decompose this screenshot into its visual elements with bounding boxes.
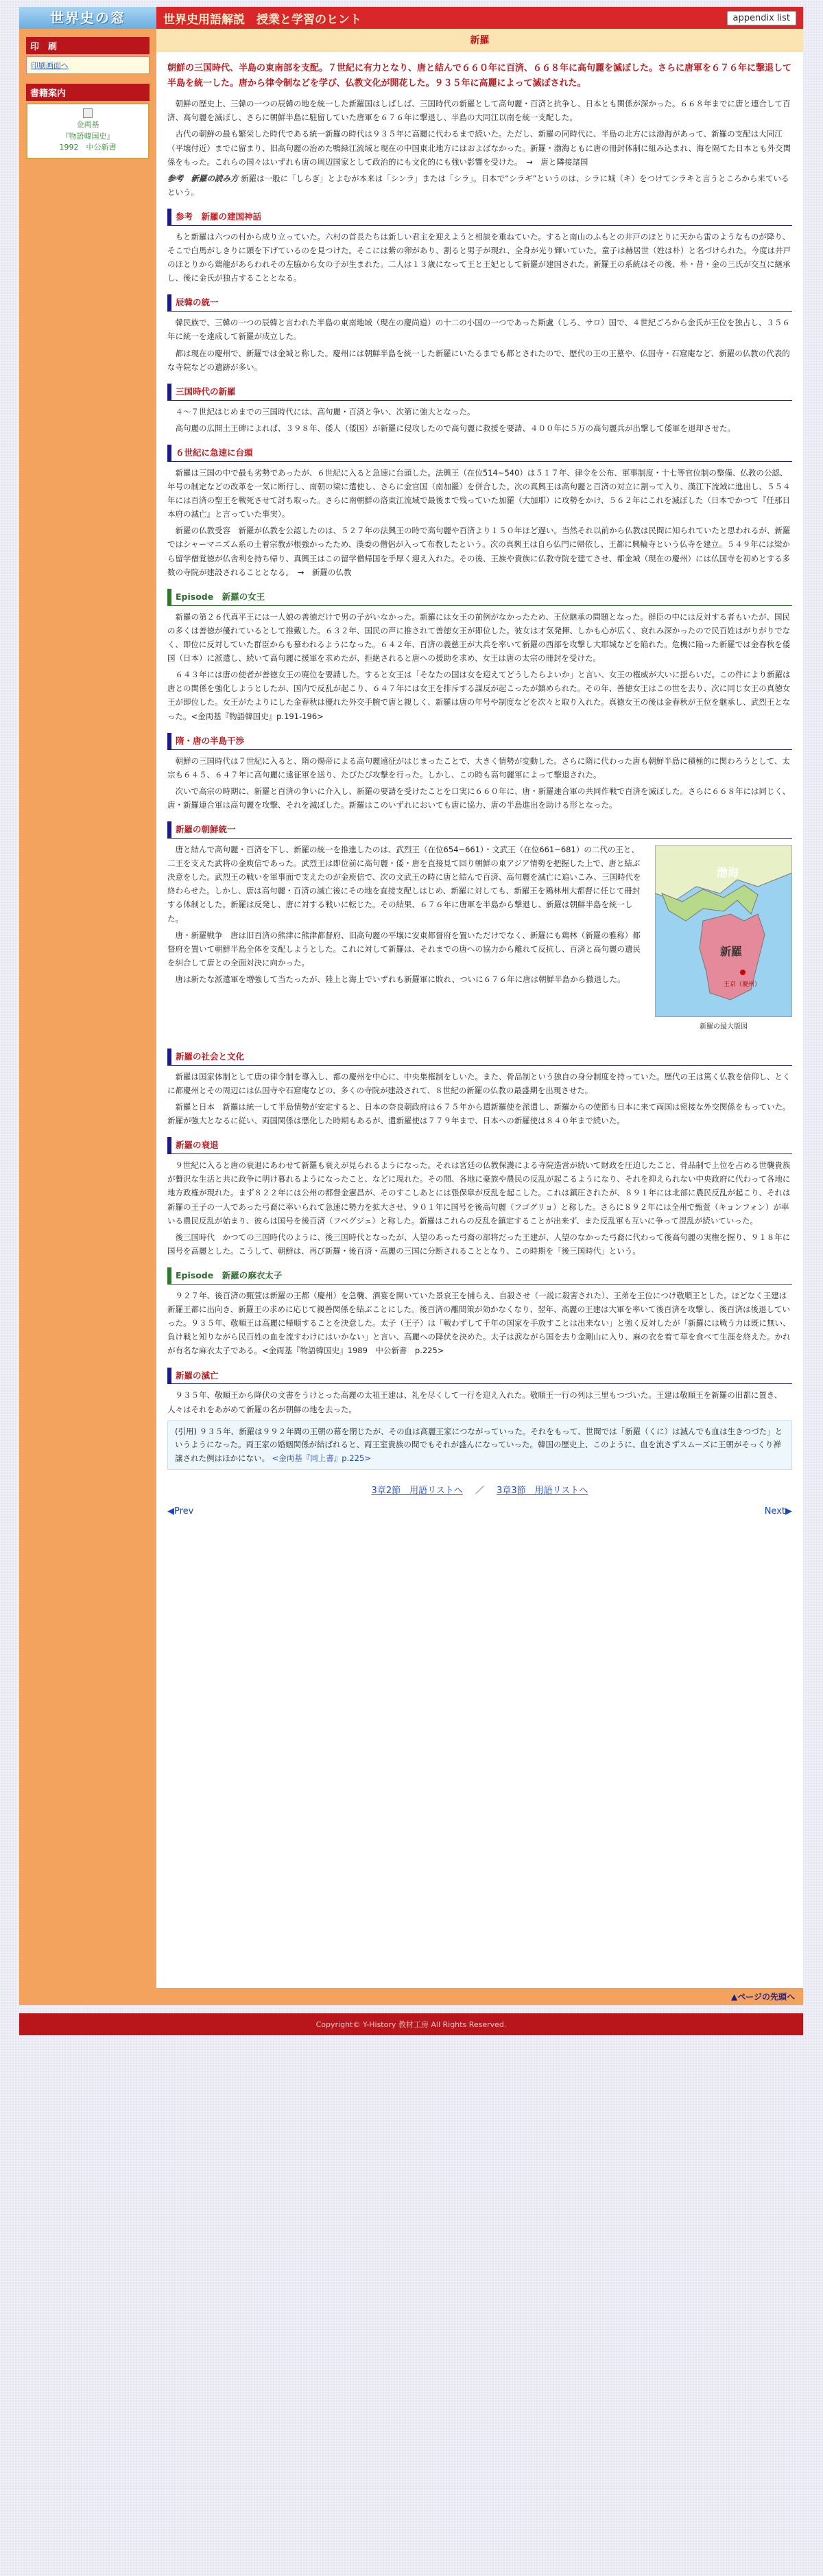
section-paragraph: 次いで高宗の時期に、新羅と百済の争いに介入し、新羅の要請を受けたことを口実に６６０年に、唐・新羅連合軍の共同作戦で百済を滅ぼした。さらに６６８年には同じく、唐・新羅連合軍は高句麗を攻撃、それを滅ぼした。新羅はこのいずれにおいても唐に協力、唐の半島進出を助ける形となった。: [167, 786, 791, 810]
section-paragraph: 高句麗の広開土王碑によれば、３９８年、倭人（倭国）が新羅に侵攻したので高句麗に救援を要請、４００年に５万の高句麗兵が出撃して倭軍を退却させた。: [175, 423, 735, 433]
section-heading: 新羅の社会と文化: [167, 1049, 792, 1066]
section-paragraph: 朝鮮の三国時代は７世紀に入ると、隋の煬帝による高句麗遠征がはじまったことで、大きく情勢が変動した。さらに隋に代わった唐も朝鮮半島に積極的に関わろうとして、太宗も６４５、６４７年に高句麗に遠征軍を送り、たびたび攻撃を行った。しかし、この時も高句麗軍によって撃退された。: [167, 756, 790, 780]
section-paragraph: 後三国時代 かつての三国時代のように、後三国時代となったが、人望のあった弓裔の部将だった王建が、人望のなかった弓裔に代わって後高句麗の実権を握り、９１８年に国号を高麗とした。こうして、朝鮮は、再び新羅・後百済・高麗の三国に分断されることとなり、この時期を「後三国時代」という。: [167, 1232, 791, 1256]
section-heading: 三国時代の新羅: [167, 384, 792, 401]
section-heading: 参考 新羅の建国神話: [167, 209, 792, 226]
prev-link[interactable]: ◀Prev: [167, 1506, 194, 1517]
print-link[interactable]: 印刷画面へ: [31, 61, 69, 70]
reading-note: [167, 172, 792, 199]
section-paragraph: 新羅の第２６代真平王には一人娘の善徳だけで男の子がいなかった。新羅には女王の前例がなかったため、王位継承の問題となった。群臣の中には反対する者もいたが、国民の多くは善徳が優れているとして推戴した。６３２年、国民の声に推されて善徳女王が即位した。彼女は才気発揮、しかも心が広く、哀れみ深かったので民百姓はがりがりでなく、即位に反対していた群臣からも慕われるようになった。６４２年、百済の義慈王が大兵を率いて新羅の西部を攻撃し大耶城などを陥れた。危機に陥った新羅では金春秋を倭国（日本）に派遣し、続いて高句麗に援軍を求めたが、拒絶されると唐への援助を求め、女王は唐の太宗の冊封を受けた。: [167, 611, 791, 664]
section-paragraph: 新羅は国家体制として唐の律令制を導入し、都の慶州を中心に、中央集権制をしいた。また、骨品制という独自の身分制度を持っていた。歴代の王は篤く仏教を信仰し、とくに都慶州とその周辺には仏国寺や石窟庵などの、多くの寺院が建設されて、８世紀の新羅の仏教の最盛期を出現させた。: [167, 1071, 791, 1095]
section-heading: ６世紀に急速に台頭: [167, 445, 792, 462]
section-heading: Episode 新羅の麻衣太子: [167, 1267, 792, 1285]
top-bar: [19, 7, 803, 29]
section-paragraph: 新羅の仏教受容 新羅が仏教を公認したのは、５２７年の法興王の時で高句麗や百済より１５０年ほど遅い。当然それ以前から仏教は民間に知られていたと思われるが、新羅ではシャーマニズム系の土着宗教が根強かったため、漢委の僧侶が入って布教したという。次の真興王は自ら仏門に帰依し、王都に興輪寺という仏寺を建立。５４９年には梁から留学僧覚徳が仏舎利を持ち帰り、真興王はこの留学僧帰国を手厚く迎え入れた。その後、王族や貴族に仏教寺院を建てさせ、都金城（現在の慶州）には仏国寺を初めとする多数の寺院が建設されることとなる。 → 新羅の仏教: [167, 526, 791, 577]
reading-note-label: 参考 新羅の読み方: [167, 173, 239, 183]
sidebar-print-box: [26, 56, 150, 74]
section-heading: 新羅の衰退: [167, 1137, 792, 1154]
page-title: 新羅: [156, 29, 803, 51]
section-paragraph: ９３５年、敬順王から降伏の文書をうけとった高麗の太祖王建は、礼を尽くして一行を迎え入れた。敬順王一行の列は三里もつづいた。王建は敬順王を新羅の旧都に置き、人々はそれをあがめて新羅の名が朝鮮の地を去った。: [167, 1390, 783, 1414]
section-paragraph: ６４３年には唐の使者が善徳女王の廃位を要請した。すると女王は「そなたの国は女を迎えてどうしたらよいか」と言い、女王の権威が大いに揺らいだ。この件により新羅は唐との関係を強化しようとしたが、国内で反乱が起こり、６４７年には女王を排斥する謀反が起こったが鎮められた。その年、善徳女王はこの世を去り、次に同じ女王の真徳女王が即位した。女王がたよりにした金春秋は優れた外交手腕で唐と親しく、新羅は唐の年号や制度などを次々と取り入れた。真徳女王の後は金春秋が王位を継承し、武烈王となった。<金両基『物語韓国史』p.191-196>: [167, 670, 791, 721]
site-logo[interactable]: 世界史の窓: [19, 7, 156, 29]
sections-container: [167, 209, 792, 1416]
nav-right-link[interactable]: 3章3節 用語リストへ: [497, 1486, 588, 1497]
section-heading: 隋・唐の半島干渉: [167, 733, 792, 750]
page-top-link[interactable]: ▲ページの先頭へ: [731, 1992, 795, 2002]
lead-summary: 朝鮮の三国時代、半島の東南部を支配。７世紀に有力となり、唐と結んで６６０年に百済、６６８年に高句麗を滅ぼした。さらに唐軍を６７６年に撃退して半島を統一した。唐から律令制などを学び、仏教文化が開花した。９３５年に高麗によって滅ぼされた。: [167, 63, 792, 89]
section-paragraph: 新羅は三国の中で最も劣勢であったが、６世紀に入ると急速に台頭した。法興王（在位514~540）は５１７年、律令を公布、軍事制度・十七等官位制の整備、仏教の公認、年号の制定などの改革を一気に断行し、南朝の梁に遣使し、さらに金官国（南加羅）を併合した。次の真興王は高句麗と百済の対立に割って入り、漢江下流域に進出し、５５４年には百済の聖王を戦死させて討ち取った。さらに南朝鮮の洛東江流域で最後まで残っていた加羅（大加耶）に攻勢をかけ、５６２年にこれを滅ぼした（日本でかつて『任那日本府の滅亡』と言っていた事実）。: [167, 467, 791, 519]
silla-map: [655, 845, 792, 1033]
section-paragraph: 唐と結んで高句麗・百済を下し、新羅の統一を推進したのは、武烈王（在位654~661）・文武王（在位661~681）の二代の王と、二王を支えた武将の金庾信であった。武烈王は即位前に高句麗・倭・唐を直接見て回り朝鮮の東アジア情勢を把握した上で、唐と結ぶ決意をした。武烈王の戦いを軍事面で支えたのが金庾信で、次の文武王の時に唐と結んで百済、高句麗を滅亡に追いこみ、三国時代を終わらせた。しかし、唐は高句麗・百済の滅亡後にその地を直接支配しはじめ、新羅に対しても、新羅王を鶏林州大都督に任じて冊封する体制とした。新羅は反発し、唐に対する戦いに転じた。その結果、６７６年に唐軍を半島から撃退し、新羅は朝鮮半島を統一した。: [167, 844, 641, 924]
intro-paragraph-1: 朝鮮の歴史上、三韓の一つの辰韓の地を統一した新羅国はしばしば、三国時代の新羅として高句麗・百済と抗争し、日本とも関係が深かった。６６８年までに唐と連合して百済、高句麗を滅ぼし、さらに朝鮮半島に駐留していた唐軍を６７６年に撃退し、半島の大同江以南を統一支配した。: [167, 99, 791, 123]
section-paragraph: 唐・新羅戦争 唐は旧百済の熊津に熊津都督府、旧高句麗の平壌に安東都督府を置いただけでなく、新羅にも鶏林（新羅の雅称）都督府を置いて朝鮮半島全体を支配しようとした。これに対して新羅は、それまでの唐への協力から離れて反抗し、百済と高句麗の遺民を糾合して唐との全面対決に向かった。: [167, 930, 641, 968]
sidebar: [19, 29, 156, 1988]
section-heading: 新羅の滅亡: [167, 1368, 792, 1385]
section-heading: Episode 新羅の女王: [167, 589, 792, 606]
section-paragraph: 新羅と日本 新羅は統一して半島情勢が安定すると、日本の奈良朝政府は６７５年から遣新羅使を派遣し、新羅からの使節も日本に来て両国は密接な外交関係をもっていた。新羅が強大となるに従い、両国関係は悪化した時期もあるが、遣新羅使は７７９年まで、日本への新羅使は８４０年まで続いた。: [167, 1102, 791, 1126]
main-content: [156, 29, 803, 1988]
nav-left-link[interactable]: 3章2節 用語リストへ: [371, 1486, 463, 1497]
article: [156, 51, 803, 1503]
nav-separator: ／: [475, 1486, 484, 1497]
section-paragraph: ４～７世紀はじめまでの三国時代には、高句麗・百済と争い、次第に強大となった。: [175, 406, 475, 417]
section-paragraph: もと新羅は六つの村から成り立っていた。六村の首長たちは新しい君主を迎えようと相談を重ねていた。すると南山のふもとの井戸のほとりに天から雷のようなものが降り、そこで白馬がしきりに頭を下げているのを見つけた。そこには紫の卵があり、割ると男子が現れ、全身が光り輝いていた。童子は赫居世（姓は朴）と名づけられた。今度は井戸のほとりから鶏龍があらわれその左脇から女の子が生まれた。二人は１３歳になって王と王妃として新羅が建国された。新羅王の系統はその後、朴・昔・金の三氏が交互に継承し、後に金氏が独占することとなる。: [167, 231, 791, 283]
book-info: 1992 中公新書: [59, 143, 117, 152]
page-top-bar: [19, 1988, 803, 2005]
site-header: [156, 7, 803, 29]
quote-block: [167, 1420, 792, 1471]
appendix-list-button[interactable]: appendix list: [727, 11, 797, 25]
map-land-label: 新羅: [720, 944, 743, 958]
prev-next-bar: [156, 1503, 803, 1523]
map-capital-label: 王京（慶州）: [724, 981, 761, 988]
section-paragraph: 都は現在の慶州で、新羅では金城と称した。慶州には朝鮮半島を統一した新羅にいたるまでも都とされたので、歴代の王の王墓や、仏国寺・石窟庵など、新羅の仏教の代表的な寺院などの遺跡が多い。: [167, 348, 790, 372]
quote-source[interactable]: <金両基『同上書』p.225>: [272, 1453, 371, 1463]
section-heading: 辰韓の統一: [167, 294, 792, 312]
book-author: 金両基: [76, 120, 99, 129]
footer: Copyright© Y-History 教材工房 All Rights Reserved.: [19, 2013, 803, 2035]
bottom-nav: [167, 1474, 792, 1503]
sidebar-books-heading: 書籍案内: [26, 84, 150, 101]
header-title[interactable]: 世界史用語解説 授業と学習のヒント: [163, 12, 361, 27]
section-paragraph: 韓民族で、三韓の一つの辰韓と言われた半島の東南地域（現在の慶尚道）の十二の小国の一つであった斯盧（しろ、サロ）国で、４世紀ごろから金氏が王位を独占し、３５６年に統一を達成して新羅が成立した。: [167, 318, 790, 342]
sidebar-print-heading: 印 刷: [26, 37, 150, 54]
next-link[interactable]: Next▶: [764, 1506, 792, 1517]
book-title: 『物語韓国史』: [61, 131, 115, 141]
section-paragraph: ９世紀に入ると唐の衰退にあわせて新羅も衰えが見られるようになった。それは宮廷の仏教保護による寺院造営が続いて財政を圧迫したこと、骨品制で上位を占める世襲貴族が贅沢な生活と共に政争に明け暮れるようになったこと、などに現れた。その間、各地に豪族や農民の反乱が起こるようになり、それを抑えられない中央政府に代わって各地に地方政権が現れた。まず８２２年には公州の都督金憲昌が、そのすこしあとには張保皐が反乱を起こした。これは鎮圧されたが、８９１年には北部に農民反乱が起こり、それは新羅の王子の一人であった弓裔に率いられて急速に勢力を拡大させ、９０１年に国号を後高句麗（フゴグリョ）と称した。さらに８９２年には全州で甄萱（キョンフォン）が率いる農民反乱が始まり、彼らは国号を後百済（フベグジェ）と称した。新羅はこれらの反乱を鎮定することが出来ず、また反乱軍も互いに争って混乱が続いていった。: [167, 1160, 791, 1226]
book-image-icon: [83, 108, 93, 118]
section-paragraph: 唐は新たな派遣軍を増強して当たったが、陸上と海上でいずれも新羅軍に敗れ、ついに６７６年に唐は朝鮮半島から撤退した。: [175, 974, 625, 985]
map-caption: 新羅の最大版図: [700, 1023, 748, 1031]
book-card[interactable]: [26, 103, 150, 159]
map-sea-label: 渤海: [717, 865, 739, 879]
quote-text: (引用) ９３５年、新羅は９９２年間の王朝の幕を閉じたが、その血は高麗王家につながっていった。それをもって、世間では「新羅（くに）は滅んでも血は生きつづた」というようになった。両王家の婚姻関係が結ばれると、両王室貴族の間でもそれが盛んになっていった。韓国の歴史上、このように、血を流さずスムーズに王朝がそっくり禅譲された例はほかにない。: [175, 1426, 783, 1463]
intro-paragraph-2: 古代の朝鮮の最も繁栄した時代である統一新羅の時代は９３５年に高麗に代わるまで続いた。ただし、新羅の同時代に、半島の北方には渤海があって、新羅の支配は大同江（平壌付近）までに留まり、旧高句麗の治めた鴨緑江流域と現在の中国東北地方にはおよばなかった。新羅・渤海ともに唐の冊封体制に組み込まれ、海を隔てた日本とも外交関係をもった。これらの国々はいずれも唐の周辺国家として政治的にも文化的にも強い影響を受けた。 → 唐と隣接諸国: [167, 129, 791, 167]
columns: [19, 29, 803, 1988]
section-heading: 新羅の朝鮮統一: [167, 821, 792, 839]
page-wrapper: [19, 7, 803, 2035]
reading-note-text: 新羅は一般に「しらぎ」とよむが本来は「シンラ」または「シラ」。日本で“シラギ”というのは、シラに城（キ）をつけてシラキと言うところから来ているという。: [167, 173, 789, 197]
map-graphic: [655, 845, 792, 1017]
section-paragraph: ９２７年、後百済の甄萱は新羅の王都（慶州）を急襲、酒宴を開いていた景哀王を捕らえ、自殺させ（一説に殺害された）、王弟を王位につけ敬順王とした。ほどなく王建は新羅王都に出向き、新羅王の求めに応じて親善関係を結ぶことにした。後百済の離間策が効かなくなり、翌年、高麗の王建は大軍を率いて後百済を攻撃し、後百済は後退していった。９３５年、敬順王は高麗に帰順することを決意した。太子（王子）は「戦わずして千年の国家を手放すことは出来ない」と強く反対したが「新羅には戦う力は既に無い、負け戦と知りながら民百姓の血を流すわけにはいかない」と言い、高麗への降伏を決めた。太子は涙ながら国を去り金剛山に入り、麻の衣を着て草を食べて生涯を終えた。かれが有名な麻衣太子である。<金両基『物語韓国史』1989 中公新書 p.225>: [167, 1290, 791, 1356]
